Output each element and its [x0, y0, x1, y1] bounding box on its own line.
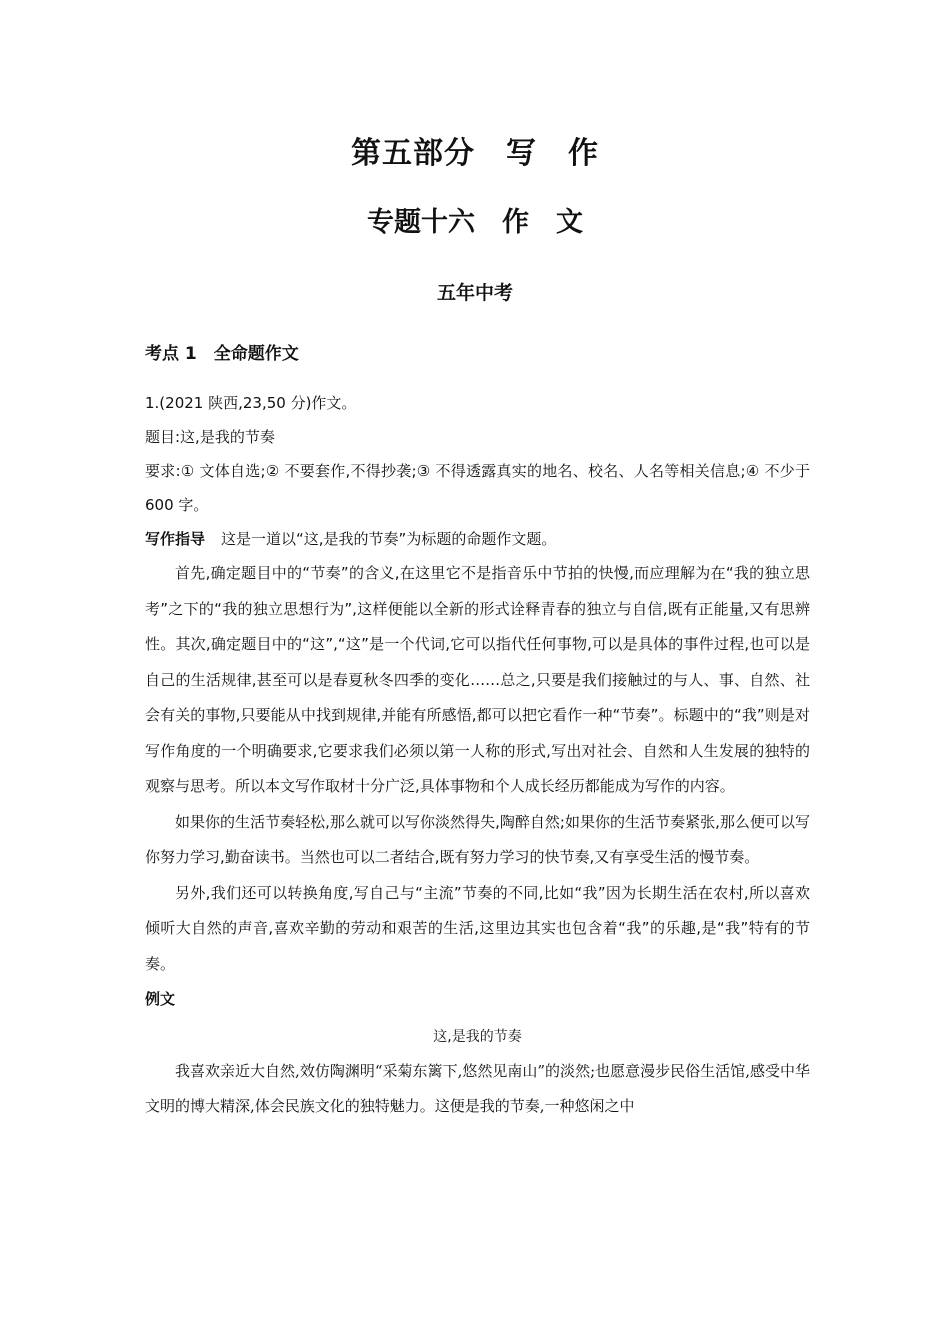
main-content [145, 340, 810, 1124]
writing-guide-intro-text: 这是一道以“这,是我的节奏”为标题的命题作文题。 [221, 530, 557, 548]
guide-paragraph: 如果你的生活节奏轻松,那么就可以写你淡然得失,陶醉自然;如果你的生活节奏紧张,那么便可以写你努力学习,勤奋读书。当然也可以二者结合,既有努力学习的快节奏,又有享受生活的慢节奏。 [145, 812, 810, 866]
section-heading: 五年中考 [436, 282, 513, 304]
writing-guide-label: 写作指导 [145, 530, 206, 548]
topic-title: 专题十六 作 文 [367, 207, 583, 238]
question-requirements: 要求:① 文体自选;② 不要套作,不得抄袭;③ 不得透露真实的地名、校名、人名等相关信息;④ 不少于 600 字。 [145, 462, 810, 514]
guide-paragraph: 另外,我们还可以转换角度,写自己与“主流”节奏的不同,比如“我”因为长期生活在农村,所以喜欢倾听大自然的声音,喜欢辛勤的劳动和艰苦的生活,这里边其实也包含着“我”的乐趣,是“我”特有的节奏。 [145, 883, 810, 973]
example-essay-title: 这,是我的节奏 [433, 1029, 522, 1045]
question-topic: 题目:这,是我的节奏 [145, 428, 275, 446]
exam-point-title: 考点 1 全命题作文 [145, 344, 299, 364]
guide-paragraph: 首先,确定题目中的“节奏”的含义,在这里它不是指音乐中节拍的快慢,而应理解为在“我的独立思考”之下的“我的独立思想行为”,这样便能以全新的形式诠释青春的独立与自信,既有正能量,又有思辨性。其次,确定题目中的“这”,“这”是一个代词,它可以指代任何事物,可以是具体的事件过程,也可以是自己的生活规律,甚至可以是春夏秋冬四季的变化……总之,只要是我们接触过的与人、事、自然、社会有关的事物,只要能从中找到规律,并能有所感悟,都可以把它看作一种“节奏”。标题中的“我”则是对写作角度的一个明确要求,它要求我们必须以第一人称的形式,写出对社会、自然和人生发展的独特的观察与思考。所以本文写作取材十分广泛,具体事物和个人成长经历都能成为写作的内容。 [145, 564, 810, 795]
example-essay-text: 我喜欢亲近大自然,效仿陶渊明“采菊东篱下,悠然见南山”的淡然;也愿意漫步民俗生活馆,感受中华文明的博大精深,体会民族文化的独特魅力。这便是我的节奏,一种悠闲之中 [145, 1062, 810, 1115]
example-label: 例文 [145, 990, 176, 1008]
part-title: 第五部分 写 作 [351, 136, 599, 171]
writing-guide-intro [145, 522, 810, 556]
question-source: 1.(2021 陕西,23,50 分)作文。 [145, 394, 357, 412]
